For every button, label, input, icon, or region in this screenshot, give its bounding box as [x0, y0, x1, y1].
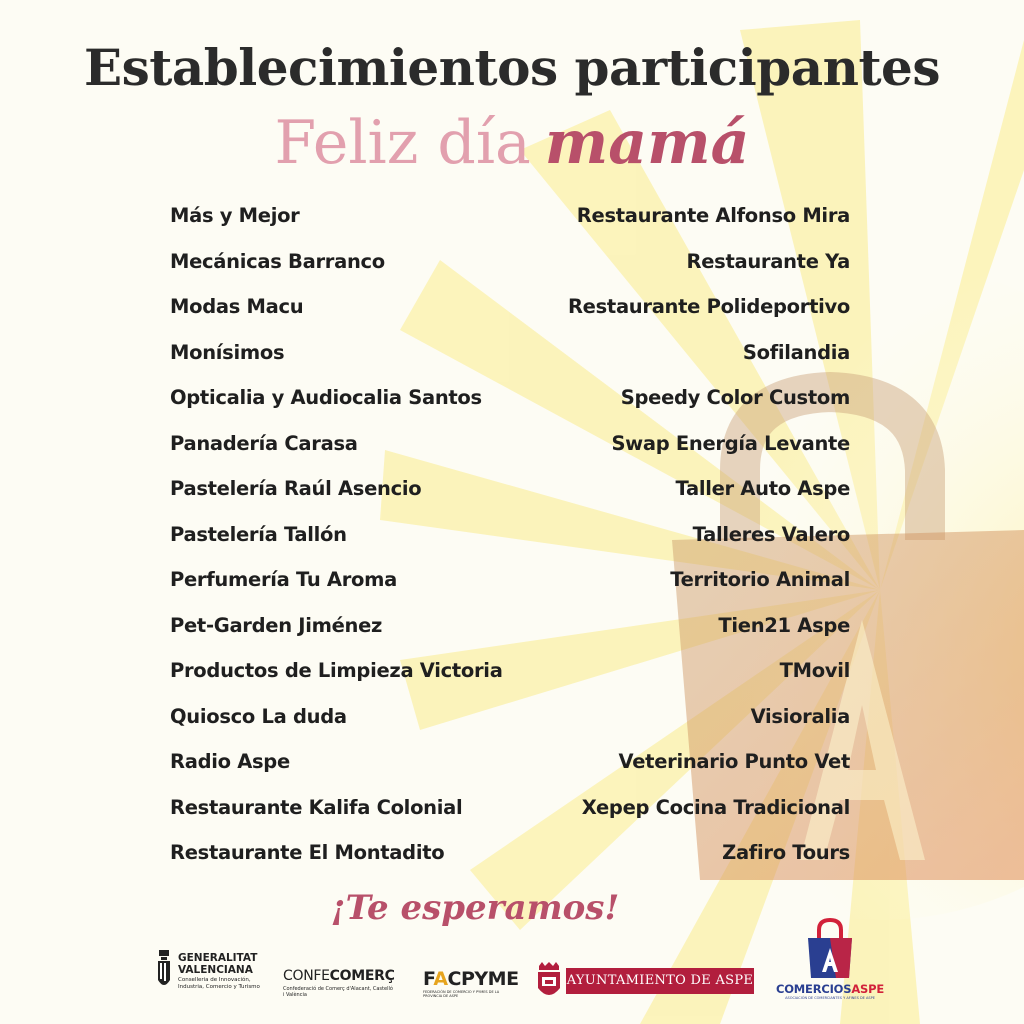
establishment-left-6: Panadería Carasa: [170, 431, 358, 455]
establishment-left-3: Modas Macu: [170, 295, 304, 318]
generalitat-emblem-icon: [156, 950, 172, 994]
generalitat-department: Conselleria de Innovación, Industria, Comercio y Turismo: [178, 977, 260, 990]
establishment-left-13: Radio Aspe: [170, 750, 290, 773]
confecomerc-part2: COMERÇ: [329, 968, 395, 984]
confecomerc-logo: [283, 968, 403, 998]
establishment-left-9: Perfumería Tu Aroma: [170, 568, 398, 591]
confecomerc-part1: CONFE: [283, 968, 330, 984]
confecomerc-subtitle: Confederació de Comerç d'Alacant, Castelló i València: [283, 986, 393, 998]
establishment-right-13: Veterinario Punto Vet: [618, 750, 850, 773]
establishment-left-10: Pet-Garden Jiménez: [170, 613, 383, 637]
ayuntamiento-de-aspe-logo: [536, 962, 756, 1002]
facpyme-f: F: [423, 968, 434, 990]
establishment-left-11: Productos de Limpieza Victoria: [170, 659, 503, 682]
call-to-action: ¡Te esperamos!: [330, 888, 620, 928]
establishment-left-15: Restaurante El Montadito: [170, 841, 445, 864]
establishment-right-9: Territorio Animal: [670, 568, 850, 591]
establishment-right-6: Swap Energía Levante: [611, 431, 850, 455]
establishments-right-column: [500, 198, 850, 881]
comercios-aspe-subtitle: ASOCIACIÓN DE COMERCIANTES Y AFINES DE ASPE: [785, 996, 875, 1000]
facpyme-subtitle: FEDERACIÓN DE COMERCIO Y PYMES DE LA PROVINCIA DE ASPE: [423, 990, 500, 998]
establishment-right-8: Talleres Valero: [692, 522, 850, 546]
comercios-part1: COMERCIOS: [775, 982, 852, 996]
comercios-aspe-logo: [775, 918, 885, 1000]
comercios-aspe-bag-icon: [800, 918, 860, 980]
establishment-right-15: Zafiro Tours: [722, 841, 850, 864]
facpyme-rest: CPYME: [447, 968, 519, 990]
aspe-crest-icon: [536, 962, 562, 1002]
establishment-left-14: Restaurante Kalifa Colonial: [170, 795, 463, 819]
establishment-right-11: TMovil: [779, 659, 850, 682]
establishment-left-8: Pastelería Tallón: [170, 522, 347, 546]
establishment-right-5: Speedy Color Custom: [620, 386, 850, 409]
subtitle-feliz-dia: Feliz día: [274, 108, 531, 178]
establishment-right-7: Taller Auto Aspe: [675, 477, 850, 500]
establishment-left-12: Quiosco La duda: [170, 704, 347, 728]
page-title: Establecimientos participantes: [83, 38, 941, 97]
facpyme-a: A: [433, 968, 448, 990]
establishment-left-5: Opticalia y Audiocalia Santos: [170, 386, 482, 409]
establishment-left-7: Pastelería Raúl Asencio: [170, 477, 422, 500]
establishment-right-14: Xepep Cocina Tradicional: [581, 795, 850, 819]
establishment-left-1: Más y Mejor: [170, 204, 300, 227]
ayuntamiento-label: AYUNTAMIENTO DE ASPE: [566, 968, 754, 994]
establishments-left-column: [170, 198, 510, 881]
establishment-right-2: Restaurante Ya: [686, 249, 850, 273]
comercios-part2: ASPE: [851, 982, 885, 996]
establishment-right-3: Restaurante Polideportivo: [567, 295, 850, 318]
generalitat-line1: GENERALITAT: [178, 952, 258, 964]
establishment-right-4: Sofilandia: [742, 340, 850, 364]
establishment-right-1: Restaurante Alfonso Mira: [576, 204, 850, 227]
subtitle-mama: mamá: [544, 108, 750, 178]
establishment-right-10: Tien21 Aspe: [718, 613, 850, 637]
establishment-left-2: Mecánicas Barranco: [170, 249, 385, 273]
page-subtitle: [0, 108, 1024, 178]
establishment-right-12: Visioralia: [750, 704, 850, 728]
generalitat-line2: VALENCIANA: [178, 964, 253, 976]
establishment-left-4: Monísimos: [170, 340, 285, 364]
facpyme-logo: [423, 968, 523, 998]
